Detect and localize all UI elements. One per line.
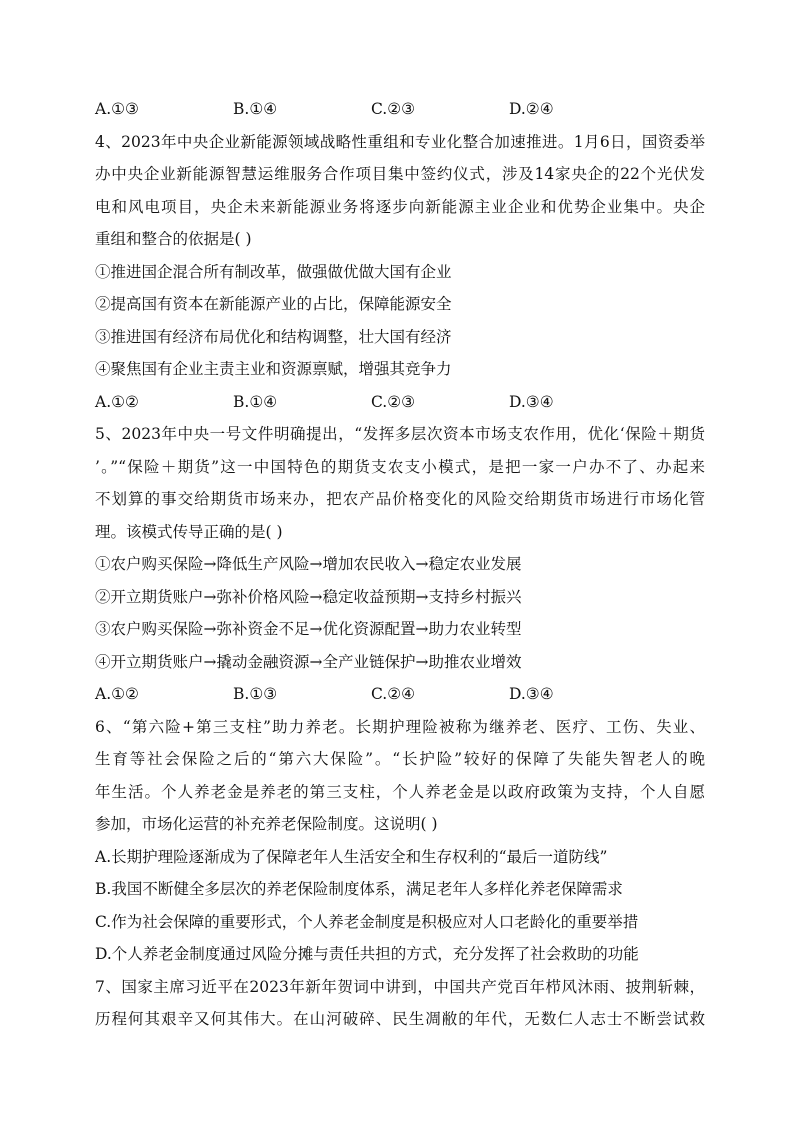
- q5-statement: ④开立期货账户→撬动金融资源→全产业链保护→助推农业增效: [95, 652, 522, 671]
- q6-stem-line: 年生活。个人养老金是养老的第三支柱，个人养老金是以政府政策为支持，个人自愿: [95, 782, 705, 801]
- q4-option-a: A.①②: [95, 392, 139, 411]
- q6-stem-line: 6、“第六险+第三支柱”助力养老。长期护理险被称为继养老、医疗、工伤、失业、: [95, 717, 705, 736]
- q6-choice-a: A.长期护理险逐渐成为了保障老年人生活安全和生存权利的“最后一道防线”: [95, 847, 608, 866]
- q3-option-c: C.②③: [371, 100, 416, 118]
- q5-stem-line: 5、2023年中央一号文件明确提出，“发挥多层次资本市场支农作用，优化‘保险＋期货: [95, 425, 705, 443]
- q5-statement: ②开立期货账户→弥补价格风险→稳定收益预期→支持乡村振兴: [95, 587, 522, 606]
- q5-option-b: B.①③: [233, 685, 278, 703]
- q5-statement: ①农户购买保险→降低生产风险→增加农民收入→稳定农业发展: [95, 555, 522, 573]
- q4-stem-line: 办中央企业新能源智慧运维服务合作项目集中签约仪式，涉及14家央企的22个光伏发: [95, 165, 705, 183]
- q4-statement: ③推进国有经济布局优化和结构调整，壮大国有经济: [95, 327, 452, 346]
- q7-stem-line: 7、国家主席习近平在2023年新年贺词中讲到，中国共产党百年栉风沐雨、披荆斩棘，: [95, 977, 705, 996]
- q7-stem-line: 历程何其艰辛又何其伟大。在山河破碎、民生凋敝的年代，无数仁人志士不断尝试救: [95, 1010, 705, 1028]
- q4-stem-line: 重组和整合的依据是( ): [95, 230, 252, 248]
- exam-page: [95, 93, 705, 1036]
- q5-options: [95, 678, 705, 711]
- q5-stem-line: 理。该模式传导正确的是( ): [95, 522, 283, 541]
- q4-options: [95, 386, 705, 419]
- q6-choice-c: C.作为社会保障的重要形式，个人养老金制度是积极应对人口老龄化的重要举措: [95, 912, 639, 931]
- q3-option-d: D.②④: [509, 100, 554, 118]
- question-7: [95, 971, 705, 1036]
- question-4: [95, 126, 705, 419]
- q5-option-d: D.③④: [509, 685, 554, 703]
- q4-option-d: D.③④: [509, 392, 554, 411]
- q3-option-b: B.①④: [233, 100, 278, 118]
- q6-choice-d: D.个人养老金制度通过风险分摊与责任共担的方式，充分发挥了社会救助的功能: [95, 945, 639, 963]
- q4-statement: ④聚焦国有企业主责主业和资源禀赋，增强其竞争力: [95, 360, 452, 378]
- q4-stem-line: 4、2023年中央企业新能源领域战略性重组和专业化整合加速推进。1月6日，国资委举: [95, 132, 705, 151]
- q4-statement: ①推进国企混合所有制改革，做强做优做大国有企业: [95, 262, 452, 281]
- q6-choice-b: B.我国不断健全多层次的养老保险制度体系，满足老年人多样化养老保障需求: [95, 880, 623, 898]
- q5-option-c: C.②④: [371, 685, 416, 703]
- question-6: [95, 711, 705, 971]
- q6-stem-line: 参加，市场化运营的补充养老保险制度。这说明( ): [95, 815, 438, 833]
- q4-stem-line: 电和风电项目，央企未来新能源业务将逐步向新能源主业企业和优势企业集中。央企: [95, 197, 705, 216]
- question-5: [95, 418, 705, 711]
- q5-statement: ③农户购买保险→弥补资金不足→优化资源配置→助力农业转型: [95, 620, 522, 638]
- q5-option-a: A.①②: [95, 685, 139, 703]
- q5-stem-line: ’。”“保险＋期货”这一中国特色的期货支农支小模式，是把一家一户办不了、办起来: [95, 457, 705, 476]
- q4-option-c: C.②③: [371, 392, 416, 411]
- q6-stem-line: 生育等社会保险之后的“第六大保险”。“长护险”较好的保障了失能失智老人的晚: [95, 750, 705, 768]
- q4-statement: ②提高国有资本在新能源产业的占比，保障能源安全: [95, 295, 452, 313]
- q3-option-a: A.①③: [95, 100, 139, 118]
- q4-option-b: B.①④: [233, 392, 278, 411]
- q5-stem-line: 不划算的事交给期货市场来办，把农产品价格变化的风险交给期货市场进行市场化管: [95, 490, 705, 508]
- q3-options: [95, 93, 705, 126]
